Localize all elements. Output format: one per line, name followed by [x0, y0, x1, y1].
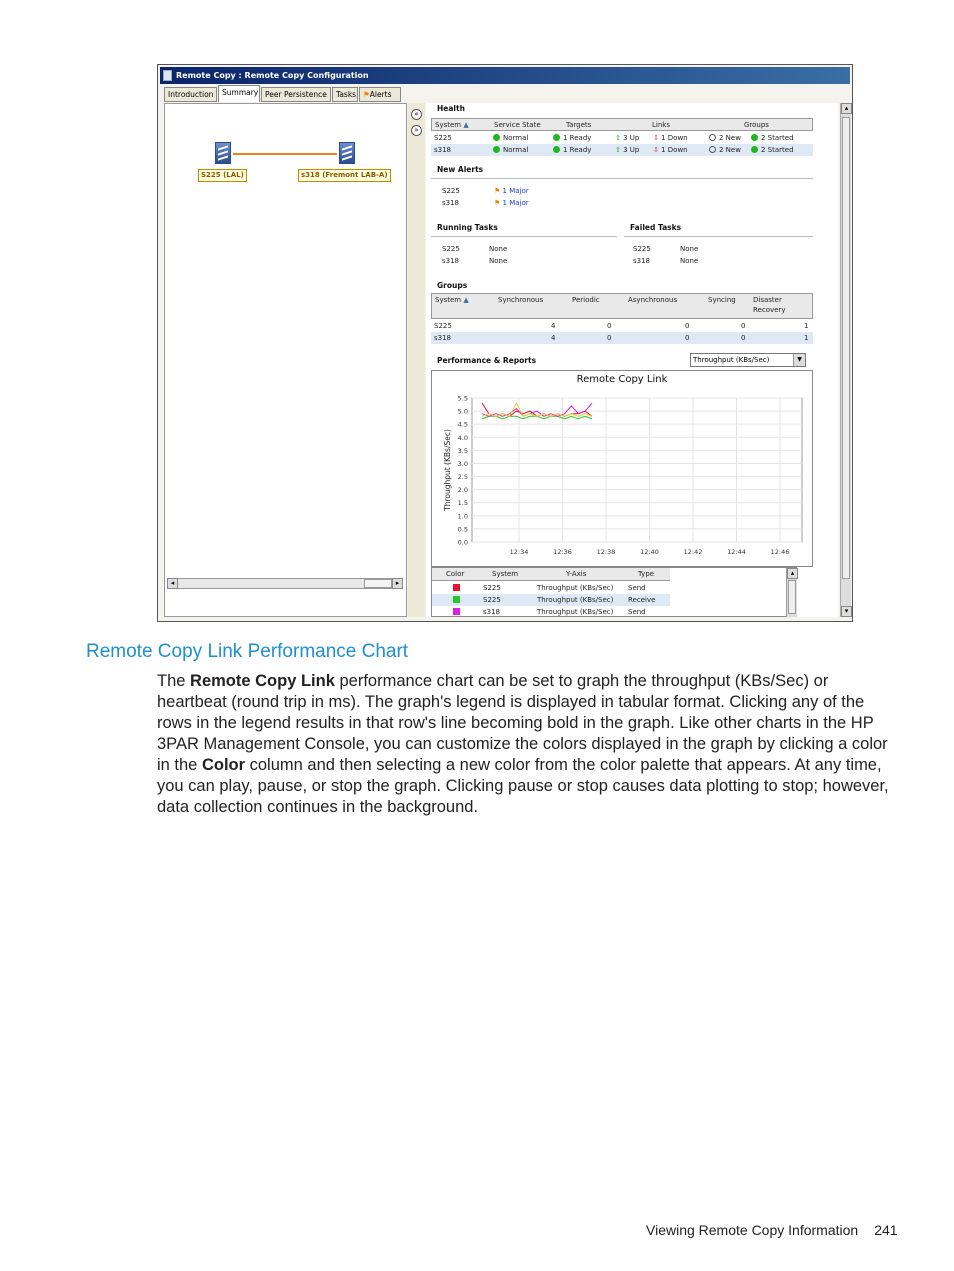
page-number: 241	[874, 1222, 898, 1238]
x-tick-label: 12:36	[553, 548, 572, 556]
topology-pane	[164, 103, 407, 617]
alert-system: S225	[442, 187, 460, 195]
metric-select[interactable]	[690, 353, 806, 367]
y-tick-label: 3.0	[457, 459, 468, 468]
health-groups-started: 2 Started	[751, 133, 794, 143]
chevron-down-icon[interactable]: ▼	[793, 354, 805, 366]
legend-yaxis: Throughput (KBs/Sec)	[537, 596, 614, 604]
page-footer	[646, 1222, 898, 1238]
status-ok-icon	[493, 146, 500, 153]
flag-icon: ⚑	[494, 199, 501, 207]
health-links-up: ⇧ 3 Up	[615, 146, 640, 154]
node-label-s225[interactable]: S225 (LAL)	[198, 169, 247, 182]
groups-system[interactable]: s318	[434, 334, 452, 342]
scroll-up-icon[interactable]: ▴	[787, 568, 798, 579]
legend-col-system[interactable]: System	[492, 570, 519, 578]
body-paragraph	[157, 671, 902, 818]
para-bold-term: Color	[201, 756, 246, 774]
groups-syncing: 0	[741, 334, 746, 342]
groups-col-disaster[interactable]: Disaster	[753, 296, 782, 304]
groups-header-row	[431, 293, 813, 319]
alerts-title: New Alerts	[437, 165, 484, 174]
health-col-targets[interactable]: Targets	[566, 121, 592, 129]
x-tick-label: 12:42	[683, 548, 703, 556]
alert-link[interactable]: ⚑ 1 Major	[494, 187, 529, 195]
console-screenshot	[157, 64, 853, 622]
y-tick-label: 5.5	[457, 394, 468, 403]
groups-col-system[interactable]: System ▲	[435, 296, 469, 304]
health-system[interactable]: S225	[434, 134, 452, 142]
health-groups-started: 2 Started	[751, 145, 794, 155]
groups-col-recovery[interactable]: Recovery	[753, 306, 786, 314]
health-state: Normal	[493, 133, 528, 143]
legend-yaxis: Throughput (KBs/Sec)	[537, 608, 614, 616]
throughput-chart	[432, 371, 812, 566]
x-tick-label: 12:44	[727, 548, 746, 556]
health-groups-new: 2 New	[709, 145, 741, 155]
groups-col-periodic[interactable]: Periodic	[572, 296, 600, 304]
status-ok-icon	[751, 146, 758, 153]
expand-right-icon[interactable]: »	[411, 125, 422, 136]
health-state: Normal	[493, 145, 528, 155]
running-tasks-title: Running Tasks	[437, 223, 498, 232]
failed-task-value: None	[680, 257, 699, 265]
tab-tasks[interactable]: Tasks	[332, 87, 358, 102]
scroll-thumb[interactable]	[842, 117, 850, 579]
health-targets: 1 Ready	[553, 145, 591, 155]
health-links-down: ⇩ 1 Down	[653, 134, 688, 142]
color-swatch[interactable]	[453, 584, 460, 591]
legend-header-row	[432, 568, 670, 581]
failed-task-value: None	[680, 245, 699, 253]
groups-async: 0	[685, 334, 690, 342]
groups-dr: 1	[804, 322, 809, 330]
y-axis-label: Throughput (KBs/Sec)	[443, 429, 452, 511]
window-title: Remote Copy : Remote Copy Configuration	[176, 71, 369, 80]
y-tick-label: 2.5	[457, 473, 468, 482]
health-col-service-state[interactable]: Service State	[494, 121, 541, 129]
health-groups-new: 2 New	[709, 133, 741, 143]
flag-icon: ⚑	[494, 187, 501, 195]
health-col-groups[interactable]: Groups	[744, 121, 769, 129]
health-rows	[431, 132, 813, 156]
chart-panel	[431, 370, 813, 567]
health-col-links[interactable]: Links	[652, 121, 670, 129]
y-tick-label: 0.5	[457, 525, 468, 534]
scroll-right-icon[interactable]: ▸	[392, 578, 403, 589]
window-titlebar	[160, 67, 850, 84]
section-heading: Remote Copy Link Performance Chart	[86, 641, 409, 662]
perf-title: Performance & Reports	[437, 356, 537, 365]
status-ok-icon	[493, 134, 500, 141]
y-tick-label: 4.5	[457, 420, 468, 429]
chart-title: Remote Copy Link	[576, 374, 668, 385]
legend-row[interactable]	[432, 606, 798, 618]
health-links-up: ⇧ 3 Up	[615, 134, 640, 142]
para-bold-term: Remote Copy Link	[190, 672, 335, 690]
groups-periodic: 0	[607, 334, 612, 342]
groups-col-synchronous[interactable]: Synchronous	[498, 296, 544, 304]
failed-task-system: S225	[633, 245, 651, 253]
para-text: column and then selecting a new color from the color palette that appears. At any time, you can play, pause, or stop the graph. Clicking pause or stop causes data plotting to stop; however, data collection continues in the background.	[157, 756, 889, 816]
running-task-value: None	[489, 245, 508, 253]
status-new-icon	[709, 134, 716, 141]
groups-dr: 1	[804, 334, 809, 342]
health-system[interactable]: s318	[434, 146, 452, 154]
collapse-left-icon[interactable]: «	[411, 109, 422, 120]
groups-sync: 4	[551, 322, 556, 330]
status-ok-icon	[751, 134, 758, 141]
running-task-system: s318	[442, 257, 460, 265]
health-header-row	[431, 118, 813, 131]
y-tick-label: 3.5	[457, 446, 468, 455]
sort-asc-icon: ▲	[463, 121, 469, 129]
legend-row[interactable]	[432, 594, 670, 606]
scroll-thumb[interactable]	[788, 580, 796, 614]
legend-col-yaxis[interactable]: Y-Axis	[566, 570, 587, 578]
tab-summary[interactable]: Summary	[218, 85, 260, 102]
y-tick-label: 2.0	[457, 486, 468, 495]
summary-vertical-scrollbar[interactable]	[840, 103, 851, 617]
footer-title: Viewing Remote Copy Information	[646, 1222, 859, 1238]
failed-tasks-title: Failed Tasks	[630, 223, 682, 232]
para-text: performance chart can be set to graph the throughput (KBs/Sec) or heartbeat (round trip in ms). The graph's legend is displayed in tabular format. Clicking any of the rows in the legend results in that row's line becoming bold in the graph. Like other charts in the HP 3PAR Management Console, you can customize the colors displayed in the graph by clicking a color in the	[157, 672, 888, 774]
arrow-down-icon: ⇩	[653, 134, 659, 142]
legend-yaxis: Throughput (KBs/Sec)	[537, 584, 614, 592]
groups-system[interactable]: S225	[434, 322, 452, 330]
color-swatch[interactable]	[453, 596, 460, 603]
storage-system-icon[interactable]	[215, 142, 231, 164]
metric-select-value: Throughput (KBs/Sec)	[693, 356, 770, 364]
scroll-thumb[interactable]	[364, 579, 392, 588]
legend-system: S225	[483, 596, 501, 604]
legend-system: s318	[483, 608, 501, 616]
legend-type: Receive	[628, 596, 656, 604]
groups-syncing: 0	[741, 322, 746, 330]
groups-col-asynchronous[interactable]: Asynchronous	[628, 296, 678, 304]
storage-system-icon[interactable]	[339, 142, 355, 164]
health-links-down: ⇩ 1 Down	[653, 146, 688, 154]
health-targets: 1 Ready	[553, 133, 591, 143]
y-tick-label: 5.0	[457, 407, 468, 416]
tab-alerts[interactable]	[359, 87, 401, 102]
arrow-down-icon: ⇩	[653, 146, 659, 154]
health-title: Health	[437, 104, 465, 113]
tab-peer-persistence[interactable]: Peer Persistence	[261, 87, 331, 102]
legend-col-type[interactable]: Type	[638, 570, 655, 578]
status-ok-icon	[553, 134, 560, 141]
divider	[624, 236, 813, 237]
alert-link[interactable]: ⚑ 1 Major	[494, 199, 529, 207]
sort-asc-icon: ▲	[463, 296, 469, 304]
x-tick-label: 12:40	[640, 548, 659, 556]
node-label-s318[interactable]: s318 (Fremont LAB-A)	[298, 169, 391, 182]
groups-periodic: 0	[607, 322, 612, 330]
arrow-up-icon: ⇧	[615, 146, 621, 154]
legend-vertical-scrollbar[interactable]	[786, 568, 797, 617]
y-tick-label: 1.5	[457, 499, 468, 508]
para-text: The	[157, 672, 191, 690]
arrow-up-icon: ⇧	[615, 134, 621, 142]
horizontal-scrollbar[interactable]	[167, 578, 403, 589]
split-bar	[408, 103, 425, 617]
status-ok-icon	[553, 146, 560, 153]
health-col-system[interactable]: System ▲	[435, 121, 469, 129]
x-tick-label: 12:38	[596, 548, 616, 556]
legend-type: Send	[628, 608, 646, 616]
chart-legend-table	[431, 567, 797, 617]
status-new-icon	[709, 146, 716, 153]
groups-title: Groups	[437, 281, 468, 290]
legend-type: Send	[628, 584, 646, 592]
window-icon	[163, 70, 172, 81]
groups-async: 0	[685, 322, 690, 330]
running-task-system: S225	[442, 245, 460, 253]
divider	[431, 236, 617, 237]
flag-icon: ⚑	[363, 90, 370, 99]
x-tick-label: 12:34	[509, 548, 529, 556]
groups-sync: 4	[551, 334, 556, 342]
y-tick-label: 4.0	[457, 433, 468, 442]
scroll-left-icon[interactable]: ◂	[167, 578, 178, 589]
y-tick-label: 1.0	[457, 512, 468, 521]
alert-system: s318	[442, 199, 460, 207]
x-tick-label: 12:46	[770, 548, 790, 556]
legend-system: S225	[483, 584, 501, 592]
running-task-value: None	[489, 257, 508, 265]
divider	[431, 178, 813, 179]
table-row-selected-bg	[431, 332, 813, 344]
y-tick-label: 0.0	[457, 538, 468, 547]
failed-task-system: s318	[633, 257, 651, 265]
legend-row[interactable]	[432, 582, 798, 594]
plot-area	[472, 398, 802, 542]
tab-introduction[interactable]: Introduction	[164, 87, 217, 102]
color-swatch[interactable]	[453, 608, 460, 615]
fc-link-line[interactable]	[233, 153, 337, 155]
scroll-down-icon[interactable]: ▾	[841, 606, 852, 617]
tab-alerts-label: Alerts	[369, 90, 392, 99]
legend-col-color[interactable]: Color	[446, 570, 465, 578]
scroll-up-icon[interactable]: ▴	[841, 103, 852, 114]
groups-col-syncing[interactable]: Syncing	[708, 296, 736, 304]
